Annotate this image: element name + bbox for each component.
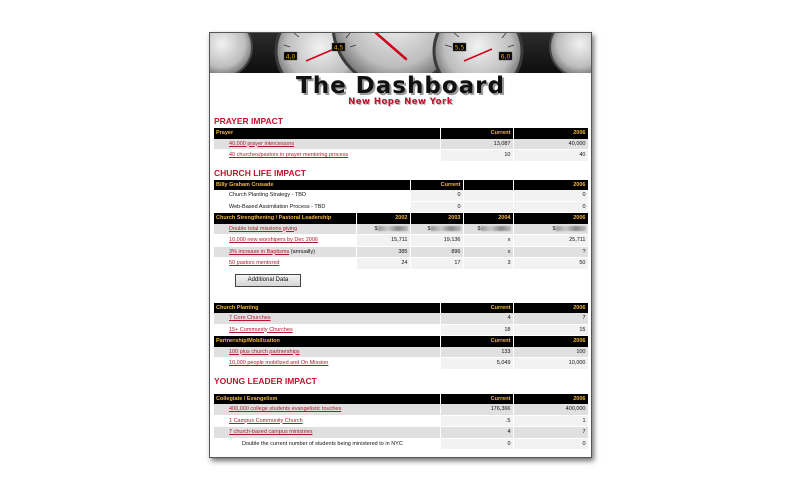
- goal-link[interactable]: 400,000 college students evangelistic touches: [229, 406, 342, 412]
- table-row: [214, 258, 588, 270]
- column-header: 2002: [356, 213, 410, 224]
- billy-graham-table: [214, 180, 589, 214]
- blurred-value: $: [513, 224, 588, 235]
- partnership-table: [214, 336, 589, 370]
- value-2006: 25,711: [513, 235, 588, 247]
- dashboard-content: [214, 112, 588, 450]
- church-strengthening-table: [214, 213, 589, 270]
- current-value: 0: [410, 190, 463, 201]
- value-2002: 385: [356, 246, 410, 258]
- target-value: 15: [513, 324, 588, 336]
- table-row: [214, 427, 588, 439]
- table-row: [214, 415, 588, 427]
- goal-text: Web-Based Assimilation Process - TBD: [229, 203, 326, 210]
- column-header: Current: [440, 336, 513, 347]
- svg-text:5,5: 5,5: [454, 44, 465, 52]
- column-header: 2004: [463, 213, 513, 224]
- goal-link[interactable]: 1 Campus Community Church: [229, 417, 303, 424]
- target-value: 0: [513, 438, 588, 450]
- young-leader-impact-heading: YOUNG LEADER IMPACT: [214, 375, 317, 386]
- dashboard-title: The Dashboard: [296, 73, 505, 99]
- table-row: [214, 358, 588, 370]
- additional-data-button[interactable]: Additional Data: [235, 274, 301, 287]
- target-value: 0: [513, 201, 588, 213]
- goal-link[interactable]: 10,000 new worshipers by Dec 2006: [229, 237, 318, 243]
- value-2004: x: [463, 235, 513, 247]
- column-header: Billy Graham Crusade: [214, 180, 410, 191]
- goal-text: Church Planting Strategy - TBD: [229, 192, 306, 198]
- target-value: 400,000: [513, 404, 588, 415]
- table-row: [214, 235, 588, 247]
- goal-link[interactable]: 10,000 people mobilized and On Mission: [229, 360, 329, 366]
- table-row: [214, 438, 588, 450]
- goal-link[interactable]: 40 churches/pastors in prayer mentoring process: [229, 152, 349, 158]
- prayer-table: [214, 128, 589, 162]
- table-header-row: [214, 394, 588, 405]
- goal-link[interactable]: 7 church-based campus ministries: [229, 429, 313, 435]
- current-value: 18: [440, 324, 513, 336]
- empty-cell: [463, 190, 513, 201]
- value-2002: 24: [356, 258, 410, 270]
- goal-link[interactable]: 40,000 prayer intercessors: [229, 140, 295, 147]
- value-2004: 3: [463, 258, 513, 270]
- current-value: 0: [440, 438, 513, 450]
- prayer-impact-heading: PRAYER IMPACT: [214, 116, 283, 126]
- column-header: 2006: [513, 394, 588, 405]
- table-header-row: [214, 336, 588, 347]
- empty-cell: [463, 201, 513, 213]
- dashboard-window: [209, 32, 592, 458]
- column-header-empty: [463, 180, 513, 191]
- column-header: Current: [440, 128, 513, 139]
- current-value: 0: [410, 201, 463, 213]
- church-life-impact-heading: CHURCH LIFE IMPACT: [214, 167, 306, 178]
- column-header: 2003: [410, 213, 463, 224]
- collegiate-table: [214, 394, 589, 451]
- table-header-row: [214, 180, 588, 191]
- target-value: 7: [513, 427, 588, 439]
- blurred-value: $: [356, 224, 410, 235]
- goal-link[interactable]: 7 Core Churches: [229, 315, 271, 321]
- value-2006: ?: [513, 246, 588, 258]
- value-2002: 15,711: [356, 235, 410, 247]
- value-2003: 896: [410, 246, 463, 258]
- table-row: [214, 347, 588, 358]
- target-value: 100: [513, 347, 588, 358]
- current-value: .5: [440, 415, 513, 427]
- target-value: 40,000: [513, 139, 588, 150]
- gauge-label-3: [453, 43, 466, 52]
- goal-note: (annually): [290, 248, 315, 255]
- column-header: 2006: [513, 336, 588, 347]
- table-row: [214, 150, 588, 162]
- table-row: [214, 224, 588, 235]
- table-header-row: [214, 213, 588, 224]
- column-header: Church Strengthening / Pastoral Leadership: [214, 213, 356, 224]
- column-header: Church Planting: [214, 303, 440, 314]
- goal-text: Double the current number of students being ministered to in NYC: [242, 440, 403, 447]
- svg-text:4,0: 4,0: [285, 53, 296, 61]
- table-row: [214, 313, 588, 324]
- gauge-cluster-image: [210, 33, 591, 73]
- target-value: 1: [513, 415, 588, 427]
- current-value: 4: [440, 313, 513, 324]
- column-header: 2006: [513, 180, 588, 191]
- current-value: 4: [440, 427, 513, 439]
- gauge-label-2: [332, 43, 345, 52]
- column-header: Current: [410, 180, 463, 191]
- table-row: [214, 190, 588, 201]
- current-value: 13,087: [440, 139, 513, 150]
- table-row: [214, 324, 588, 336]
- column-header: Current: [440, 303, 513, 314]
- value-2003: 19,136: [410, 235, 463, 247]
- column-header: 2006: [513, 128, 588, 139]
- table-header-row: [214, 128, 588, 139]
- current-value: 5,049: [440, 358, 513, 370]
- column-header: Partnership/Mobilization: [214, 336, 440, 347]
- goal-link[interactable]: 3% increase in Baptisms: [229, 248, 290, 255]
- target-value: 7: [513, 313, 588, 324]
- target-value: 10,000: [513, 358, 588, 370]
- blurred-value: $: [410, 224, 463, 235]
- dashboard-subtitle: New Hope New York: [348, 97, 453, 107]
- table-row: [214, 246, 588, 258]
- value-2004: x: [463, 246, 513, 258]
- current-value: 133: [440, 347, 513, 358]
- column-header: Current: [440, 394, 513, 405]
- svg-text:6,0: 6,0: [500, 53, 511, 61]
- target-value: 0: [513, 190, 588, 201]
- column-header: 2006: [513, 303, 588, 314]
- table-row: [214, 139, 588, 150]
- gauge-label-1: [284, 52, 297, 61]
- column-header: Prayer: [214, 128, 440, 139]
- value-2006: 50: [513, 258, 588, 270]
- svg-text:4,5: 4,5: [333, 44, 344, 52]
- goal-link[interactable]: 100 plus church partnerships: [229, 348, 300, 355]
- gauge-label-4: [499, 52, 512, 61]
- current-value: 176,366: [440, 404, 513, 415]
- current-value: 10: [440, 150, 513, 162]
- goal-link[interactable]: 50 pastors mentored: [229, 260, 280, 266]
- table-row: [214, 404, 588, 415]
- column-header: 2006: [513, 213, 588, 224]
- target-value: 40: [513, 150, 588, 162]
- table-row: [214, 201, 588, 213]
- goal-link[interactable]: Double total missions giving: [229, 225, 298, 232]
- goal-link[interactable]: 15+ Community Churches: [229, 326, 293, 333]
- value-2003: 17: [410, 258, 463, 270]
- column-header: Collegiate / Evangelism: [214, 394, 440, 405]
- table-header-row: [214, 303, 588, 314]
- blurred-value: $: [463, 224, 513, 235]
- church-planting-table: [214, 303, 589, 337]
